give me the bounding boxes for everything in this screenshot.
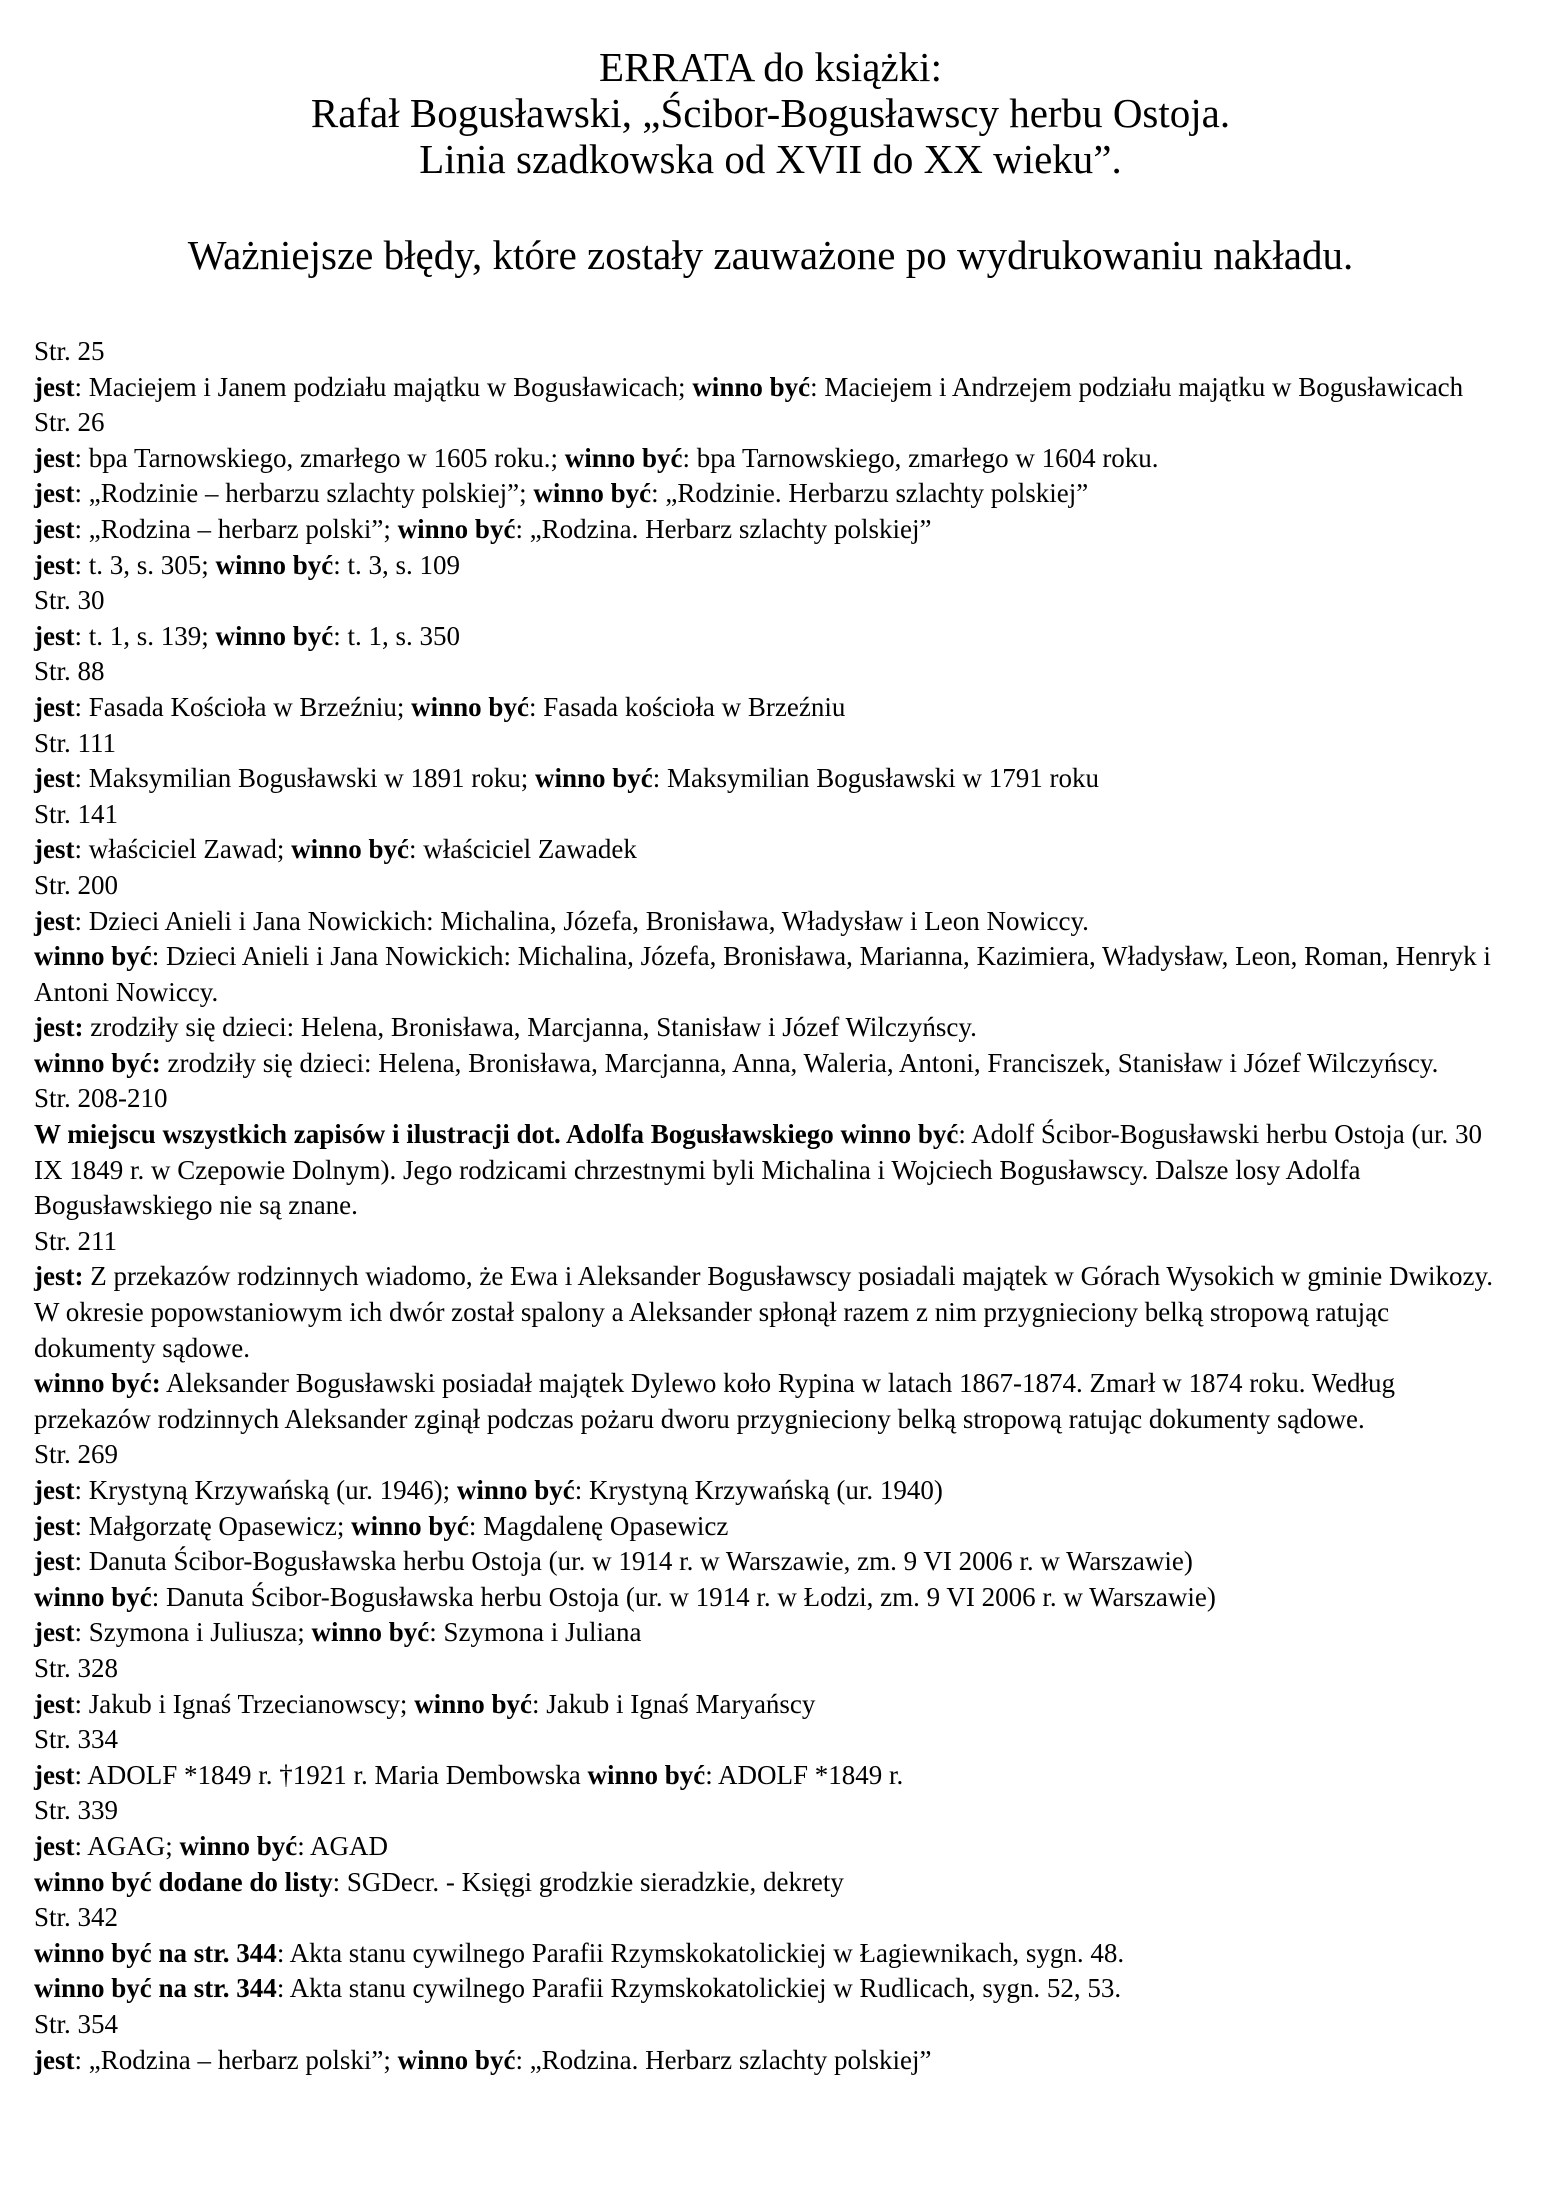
- errata-line: jest: Danuta Ścibor-Bogusławska herbu Ostoja (ur. w 1914 r. w Warszawie, zm. 9 VI 2006 r. w Warszawie): [34, 1546, 1193, 1577]
- errata-line: Str. 328: [34, 1652, 119, 1683]
- errata-line: jest: Jakub i Ignaś Trzecianowscy; winno być: Jakub i Ignaś Maryańscy: [34, 1688, 816, 1719]
- errata-line: winno być na str. 344: Akta stanu cywilnego Parafii Rzymskokatolickiej w Rudlicach, sygn. 52, 53.: [34, 1973, 1122, 2004]
- errata-line: Str. 200: [34, 869, 119, 900]
- errata-line: Str. 141: [34, 798, 119, 829]
- errata-line: Str. 334: [34, 1724, 119, 1755]
- errata-line: Str. 269: [34, 1439, 119, 1470]
- errata-line: jest: t. 3, s. 305; winno być: t. 3, s. 109: [34, 549, 461, 580]
- errata-line: jest: „Rodzina – herbarz polski”; winno być: „Rodzina. Herbarz szlachty polskiej”: [34, 2044, 932, 2075]
- errata-line: jest: właściciel Zawad; winno być: właściciel Zawadek: [34, 834, 637, 865]
- errata-line: jest: Szymona i Juliusza; winno być: Szymona i Juliana: [34, 1617, 642, 1648]
- errata-line: Str. 88: [34, 656, 105, 687]
- title-line-1: ERRATA do książki:: [599, 44, 942, 90]
- errata-line: jest: zrodziły się dzieci: Helena, Bronisława, Marcjanna, Stanisław i Józef Wilczyńscy.: [34, 1012, 977, 1043]
- errata-line: Str. 26: [34, 407, 105, 438]
- errata-line: jest: Dzieci Anieli i Jana Nowickich: Michalina, Józefa, Bronisława, Władysław i Leon Nowiccy.: [34, 905, 1089, 936]
- errata-list: [34, 334, 1507, 2078]
- document-title: [34, 44, 1507, 182]
- errata-line: Str. 354: [34, 2008, 119, 2039]
- title-line-2: Rafał Bogusławski, „Ścibor-Bogusławscy herbu Ostoja.: [310, 90, 1231, 136]
- errata-line: jest: Fasada Kościoła w Brzeźniu; winno być: Fasada kościoła w Brzeźniu: [34, 691, 846, 722]
- errata-line: Str. 30: [34, 585, 105, 616]
- errata-line: Str. 111: [34, 727, 117, 758]
- errata-line: winno być na str. 344: Akta stanu cywilnego Parafii Rzymskokatolickiej w Łagiewnikach, sygn. 48.: [34, 1937, 1125, 1968]
- errata-line: jest: ADOLF *1849 r. †1921 r. Maria Dembowska winno być: ADOLF *1849 r.: [34, 1759, 904, 1790]
- errata-line: jest: Krystyną Krzywańską (ur. 1946); winno być: Krystyną Krzywańską (ur. 1940): [34, 1475, 943, 1505]
- errata-line: winno być: Danuta Ścibor-Bogusławska herbu Ostoja (ur. w 1914 r. w Łodzi, zm. 9 VI 2006 r. w Warszawie): [34, 1581, 1216, 1612]
- errata-line: winno być: Aleksander Bogusławski posiadał majątek Dylewo koło Rypina w latach 1867-1874. Zmarł w 1874 roku. Według przekazów rodzinnych Aleksander zginął podczas pożaru dworu przygnieciony belką stropową ratując dokumenty sądowe.: [34, 1368, 1396, 1434]
- errata-line: jest: Z przekazów rodzinnych wiadomo, że Ewa i Aleksander Bogusławscy posiadali majątek w Górach Wysokich w gminie Dwikozy. W okresie popowstaniowym ich dwór został spalony a Aleksander spłonął razem z nim przygnieciony belką stropową ratując dokumenty sądowe.: [34, 1261, 1493, 1363]
- errata-line: winno być: Dzieci Anieli i Jana Nowickich: Michalina, Józefa, Bronisława, Marianna, Kazimiera, Władysław, Leon, Roman, Henryk i Antoni Nowiccy.: [34, 941, 1491, 1007]
- errata-line: jest: t. 1, s. 139; winno być: t. 1, s. 350: [34, 620, 461, 651]
- errata-line: winno być: zrodziły się dzieci: Helena, Bronisława, Marcjanna, Anna, Waleria, Antoni, Franciszek, Stanisław i Józef Wilczyńscy.: [34, 1047, 1439, 1078]
- errata-line: Str. 208-210: [34, 1083, 168, 1114]
- errata-line: jest: Małgorzatę Opasewicz; winno być: Magdalenę Opasewicz: [34, 1510, 729, 1541]
- errata-line: jest: bpa Tarnowskiego, zmarłego w 1605 roku.; winno być: bpa Tarnowskiego, zmarłego w 1604 roku.: [34, 442, 1159, 473]
- errata-line: winno być dodane do listy: SGDecr. - Księgi grodzkie sieradzkie, dekrety: [34, 1866, 844, 1897]
- errata-line: Str. 211: [34, 1225, 118, 1256]
- errata-line: jest: Maksymilian Bogusławski w 1891 roku; winno być: Maksymilian Bogusławski w 1791 roku: [34, 763, 1100, 794]
- errata-line: Str. 339: [34, 1795, 119, 1826]
- errata-line: jest: Maciejem i Janem podziału majątku w Bogusławicach; winno być: Maciejem i Andrzejem podziału majątku w Bogusławicach: [34, 371, 1464, 402]
- errata-line: jest: AGAG; winno być: AGAD: [34, 1830, 389, 1861]
- errata-line: W miejscu wszystkich zapisów i ilustracji dot. Adolfa Bogusławskiego winno być: Adolf Ścibor-Bogusławski herbu Ostoja (ur. 30 IX 1849 r. w Czepowie Dolnym). Jego rodzicami chrzestnymi byli Michalina i Wojciech Bogusławscy. Dalsze losy Adolfa Bogusławskiego nie są znane.: [34, 1119, 1482, 1221]
- document-subtitle: Ważniejsze błędy, które zostały zauważone po wydrukowaniu nakładu.: [187, 232, 1354, 278]
- errata-line: jest: „Rodzinie – herbarzu szlachty polskiej”; winno być: „Rodzinie. Herbarzu szlachty polskiej”: [34, 478, 1089, 509]
- errata-line: jest: „Rodzina – herbarz polski”; winno być: „Rodzina. Herbarz szlachty polskiej”: [34, 513, 932, 544]
- errata-line: Str. 25: [34, 336, 105, 366]
- title-line-3: Linia szadkowska od XVII do XX wieku”.: [419, 136, 1122, 182]
- errata-line: Str. 342: [34, 1902, 119, 1933]
